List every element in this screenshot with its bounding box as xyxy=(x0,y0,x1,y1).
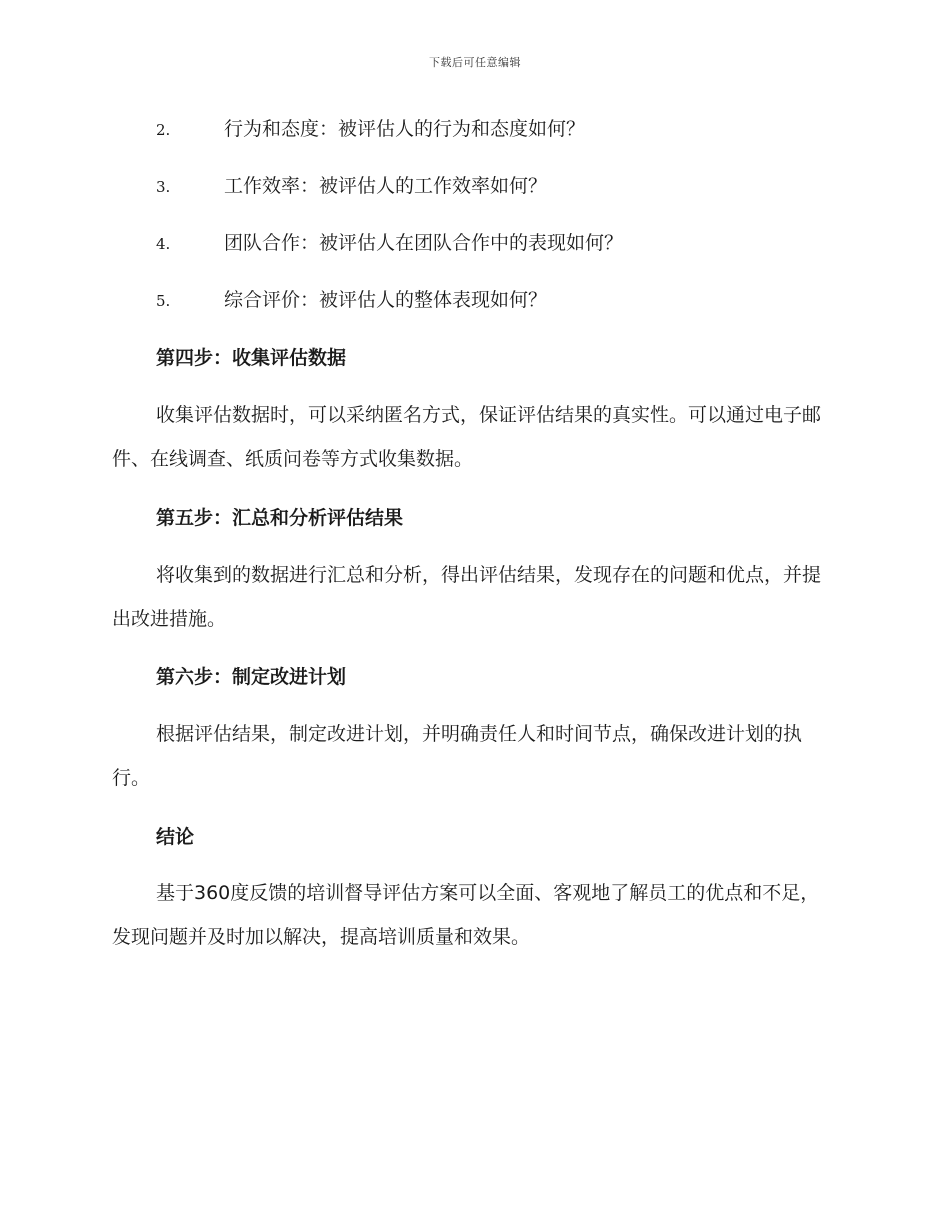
list-item-text: 团队合作：被评估人在团队合作中的表现如何？ xyxy=(224,232,624,254)
list-item-text: 工作效率：被评估人的工作效率如何？ xyxy=(224,175,548,197)
list-item-number: 3. xyxy=(156,178,171,196)
section-heading: 第六步：制定改进计划 xyxy=(156,666,347,688)
section-paragraph: 收集评估数据时，可以采纳匿名方式，保证评估结果的真实性。可以通过电子邮件、在线调查、纸质问卷等方式收集数据。 xyxy=(112,404,822,470)
list-item-text: 行为和态度：被评估人的行为和态度如何？ xyxy=(224,118,586,140)
list-item-number: 4. xyxy=(156,235,171,253)
list-item-text: 综合评价：被评估人的整体表现如何？ xyxy=(224,289,548,311)
section-paragraph: 基于360度反馈的培训督导评估方案可以全面、客观地了解员工的优点和不足，发现问题并及时加以解决，提高培训质量和效果。 xyxy=(112,882,820,948)
list-item-number: 2. xyxy=(156,121,171,139)
section-heading: 第四步：收集评估数据 xyxy=(156,347,347,369)
list-item-number: 5. xyxy=(156,292,171,310)
section-paragraph: 将收集到的数据进行汇总和分析，得出评估结果，发现存在的问题和优点，并提出改进措施。 xyxy=(112,564,822,630)
section-paragraph: 根据评估结果，制定改进计划，并明确责任人和时间节点，确保改进计划的执行。 xyxy=(112,723,803,789)
section-heading: 第五步：汇总和分析评估结果 xyxy=(156,507,404,529)
section-heading: 结论 xyxy=(156,826,195,848)
page-header-note: 下载后可任意编辑 xyxy=(429,56,521,69)
